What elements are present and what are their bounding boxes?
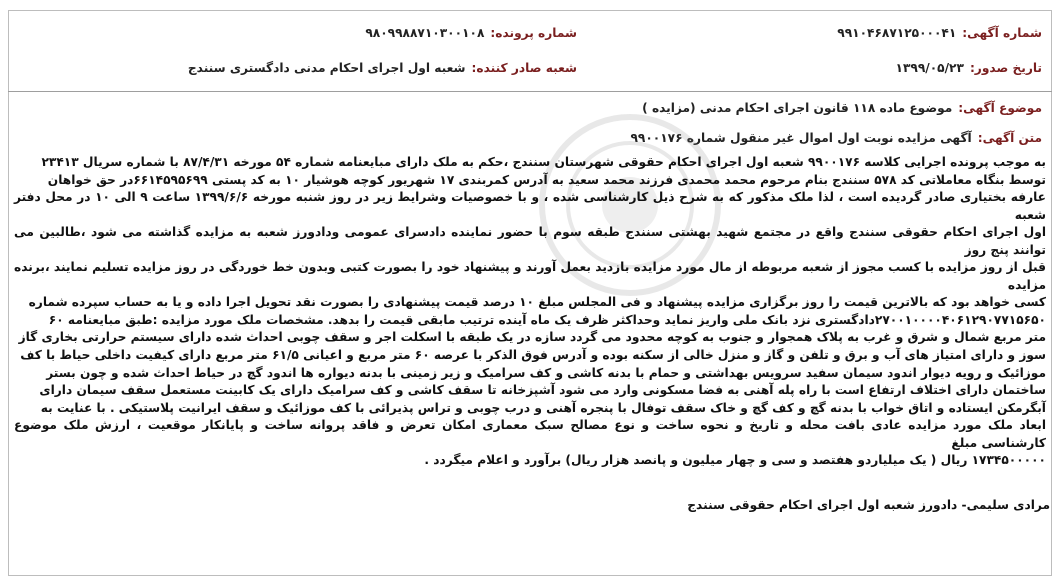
- body-line: عارفه بختیاری صادر گردیده است ، لذا ملک مذکور که به شرح ذیل کارشناسی شده ، و با خصوصیات وشرایط زیر در روز شنبه مورخه ۱۳۹۹/۶/۶ ساعت ۹ الی ۱۰ در محل دفتر شعبه: [14, 190, 1046, 222]
- subject-label: موضوع آگهی:: [958, 101, 1042, 115]
- text-title-value: آگهی مزایده نوبت اول اموال غیر منقول شماره ۹۹۰۰۱۷۶: [630, 131, 972, 145]
- case-number-value: ۹۸۰۹۹۸۸۷۱۰۳۰۰۱۰۸: [365, 26, 485, 40]
- body-line: سوز و دارای امتیاز های آب و برق و تلفن و گاز و منزل خالی از سکنه بوده و آدرس فوق الذکر با عرصه ۶۰ متر مربع و اعیانی ۶۱/۵ متر مربع دارای کیفیت داخلی حیاط با کف: [20, 348, 1046, 363]
- signature: مرادی سلیمی- دادورز شعبه اول اجرای احکام حقوقی سنندج: [687, 498, 1050, 512]
- issuer-row: [188, 61, 577, 75]
- subject-row: [642, 101, 1042, 115]
- text-label: متن آگهی:: [977, 131, 1042, 145]
- issue-date-label: تاریخ صدور:: [969, 61, 1042, 75]
- ad-number-row: [837, 26, 1042, 40]
- case-number-row: [365, 26, 577, 40]
- ad-number-label: شماره آگهی:: [962, 26, 1042, 40]
- body-line: کسی خواهد بود که بالاترین قیمت را روز برگزاری مزایده پیشنهاد و فی المجلس مبلغ ۱۰ درصد قیمت پیشنهادی را بصورت نقد تحویل اجرا داده و یا به حساب سپرده شماره: [28, 295, 1046, 310]
- body-line: ساختمان دارای اختلاف ارتفاع است با راه پله آهنی به فضا مسکونی وارد می شود آشپزخانه تا سقف کاشی و کف سرامیک دارای یک کابینت مستعمل سقف سیمان دارای: [39, 383, 1046, 398]
- issuer-label: شعبه صادر کننده:: [471, 61, 577, 75]
- body-line: ۱۷۳۴۵۰۰۰۰۰ ریال ( یک میلیاردو هفتصد و سی و چهار میلیون و پانصد هزار ریال) برآورد و اعلام میگردد .: [424, 453, 1046, 468]
- header-divider: [8, 91, 1052, 92]
- body-line: توسط بنگاه معاملاتی کد ۵۷۸ سنندج بنام مرحوم محمد محمدی فرزند محمد سعید به آدرس کمربندی ۱۷ شهریور کوچه هوشیار ۱۰ به کد پستی ۶۶۱۴۵۹۵۶۹۹در حق خواهان: [47, 172, 1046, 187]
- issue-date-row: [896, 61, 1042, 75]
- body-line: متر مربع شمال و شرق و غرب به پلاک همجوار و جنوب به کوچه محدود می گردد سازه در یک طبقه با اسکلت اجر و سقف چوبی احداث شده دارای سیستم حرارتی بخاری گاز: [18, 330, 1046, 345]
- subject-value: موضوع ماده ۱۱۸ قانون اجرای احکام مدنی (مزایده ): [642, 101, 953, 115]
- issuer-value: شعبه اول اجرای احکام مدنی دادگستری سنندج: [187, 61, 466, 75]
- body-line: ابعاد ملک مورد مزایده عادی بافت محله و تاریخ و نحوه ساخت و نوع مصالح سبک معماری امکان تعرض و فاقد پروانه ساخت و پایانکار موقعیت ، ارزش ملک موضوع کارشناسی مبلغ: [14, 418, 1046, 450]
- ad-number-value: ۹۹۱۰۴۶۸۷۱۲۵۰۰۰۴۱: [837, 26, 957, 40]
- body-line: موزائیک و رویه دیوار اندود سیمان سفید سرویس بهداشتی و حمام با بدنه کاشی و کف سرامیک و زیر زمینی با بدنه دیواره ها اندود گچ در حیاط احداث شده و چون بستر: [46, 365, 1046, 380]
- issue-date-value: ۱۳۹۹/۰۵/۲۳: [895, 61, 964, 75]
- body-line: ۲۷۰۰۱۰۰۰۰۴۰۶۱۲۹۰۷۷۱۵۶۵۰دادگستری نزد بانک ملی واریز نماید وحداکثر ظرف یک ماه آینده ترتیب مابقی قیمت را بدهد. مشخصات ملک مورد مزایده :طبق مبایعنامه ۶۰: [48, 312, 1046, 327]
- body-line: آبگرمکن ایستاده و اتاق خواب با بدنه گچ و کف گچ و خاک سقف توفال با پنجره آهنی و درب چوبی و تراس پذیرائی با کف موزائیک و سقف ایرانیت پلاستیکی . با عنایت به: [40, 400, 1046, 415]
- text-title-row: [630, 131, 1042, 145]
- notice-body: [14, 154, 1046, 470]
- body-line: اول اجرای احکام حقوقی سنندج واقع در مجتمع شهید بهشتی سنندج طبقه سوم با حضور نماینده دادسرای عمومی ودادورز شعبه به مزایده گذاشته می شود ،طالبین می توانند پنج روز: [14, 225, 1046, 257]
- body-line: به موجب پرونده اجرایی کلاسه ۹۹۰۰۱۷۶ شعبه اول اجرای احکام حقوقی شهرستان سنندج ،حکم به ملک دارای مبایعنامه شماره ۵۴ مورخه ۸۷/۴/۳۱ با شماره سریال ۲۳۴۱۳: [41, 155, 1046, 169]
- body-line: قبل از روز مزایده با کسب مجوز از شعبه مربوطه از مال مورد مزایده بازدید بعمل آورند و پیشنهاد خود را بصورت کتبی وبدون خط خوردگی در روز مزایده تسلیم نمایند ،برنده مزایده: [14, 260, 1046, 292]
- case-number-label: شماره پرونده:: [490, 26, 577, 40]
